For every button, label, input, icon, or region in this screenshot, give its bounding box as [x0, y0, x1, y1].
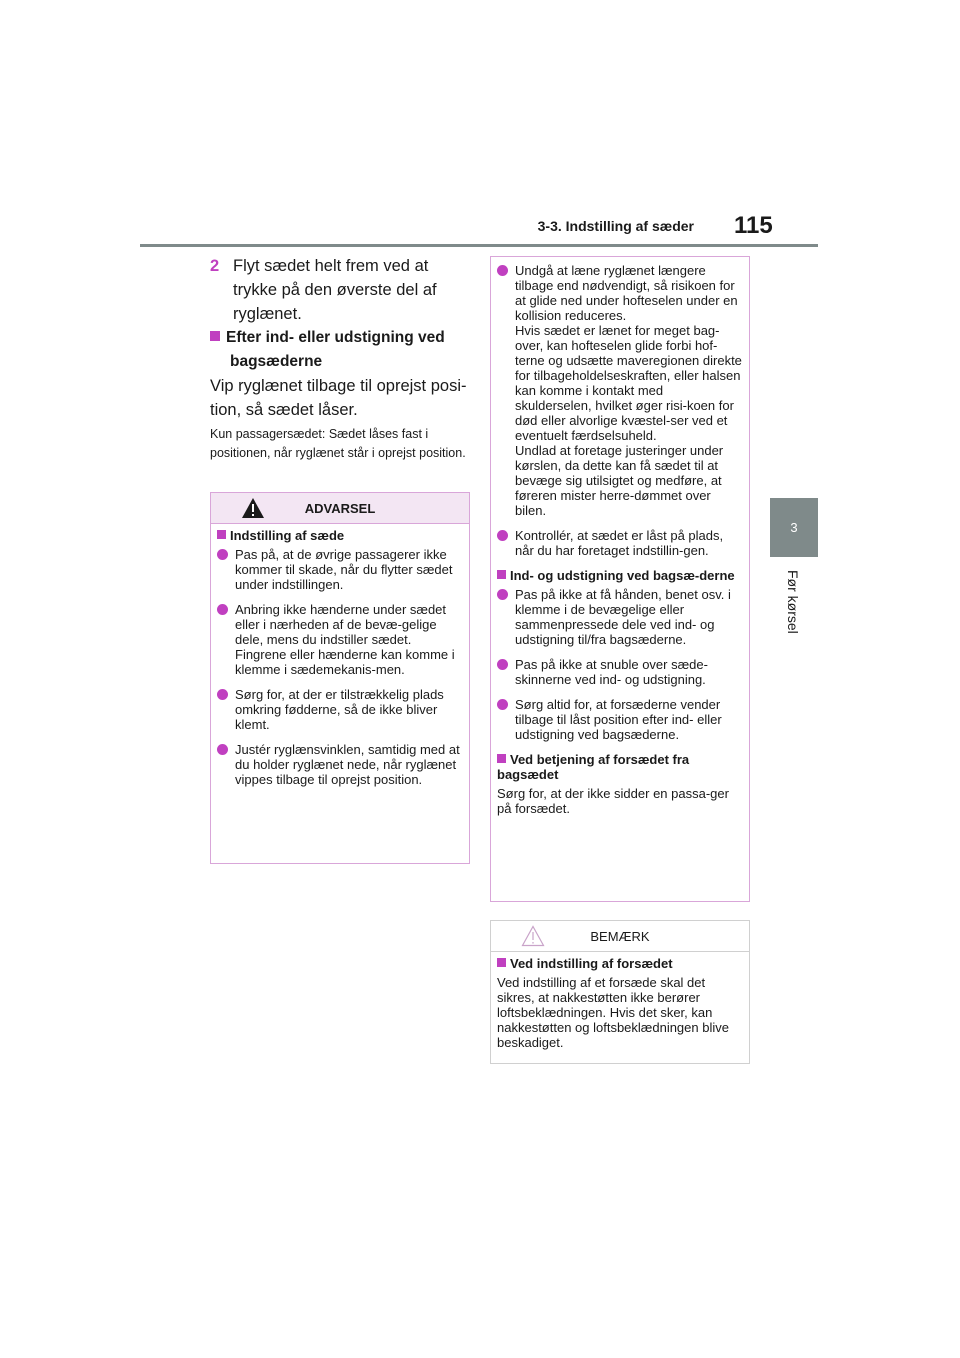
section-heading-line2: bagsæderne — [230, 353, 323, 370]
warning-item — [217, 602, 463, 677]
warning-continued-box — [490, 256, 750, 902]
warning-box — [210, 492, 470, 864]
warning-subheading — [497, 752, 743, 782]
warning-item — [497, 263, 743, 518]
square-bullet-icon — [497, 958, 506, 967]
bullet-dot-icon — [497, 589, 508, 600]
note-subheading — [497, 956, 743, 971]
chapter-number: 3 — [790, 520, 798, 535]
small-note-paragraph: Kun passagersædet: Sædet låses fast i positionen, når ryglænet står i oprejst position. — [210, 427, 466, 460]
bullet-dot-icon — [497, 659, 508, 670]
warning-item — [497, 657, 743, 687]
warning-subheading-text: Ind- og udstigning ved bagsæ-derne — [510, 568, 735, 583]
square-bullet-icon — [497, 754, 506, 763]
warning-item-text: Pas på ikke at snuble over sæde-skinnerne ved ind- og udstigning. — [515, 657, 708, 687]
warning-subheading-text: Indstilling af sæde — [230, 528, 345, 543]
bullet-dot-icon — [497, 265, 508, 276]
page-number: 115 — [734, 212, 773, 239]
warning-item-text: Pas på, at de øvrige passagerer ikke kommer til skade, når du flytter sædet under indstillingen. — [235, 547, 453, 592]
warning-subheading — [497, 568, 743, 583]
note-text: Ved indstilling af et forsæde skal det sikres, at nakkestøtten ikke berører loftsbeklædningen. Hvis det sker, kan nakkestøtten og loftsbeklædningen blive beskadiget. — [497, 975, 729, 1050]
step-text: Flyt sædet helt frem ved at trykke på den øverste del af ryglænet. — [233, 257, 437, 323]
square-bullet-icon — [210, 331, 220, 341]
note-title: BEMÆRK — [590, 928, 650, 944]
section-heading-line1: Efter ind- eller udstigning ved — [226, 329, 445, 346]
step-number: 2 — [210, 257, 220, 275]
warning-triangle-icon — [241, 497, 265, 519]
caution-triangle-icon — [521, 925, 545, 947]
header-rule — [140, 244, 818, 247]
warning-text: Sørg for, at der ikke sidder en passa-ger på forsædet. — [497, 786, 729, 816]
warning-header — [211, 493, 469, 524]
chapter-label — [779, 570, 809, 670]
bullet-dot-icon — [497, 699, 508, 710]
warning-item — [217, 547, 463, 592]
warning-item-text: Kontrollér, at sædet er låst på plads, når du har foretaget indstillin-gen. — [515, 528, 724, 558]
warning-body — [211, 524, 469, 803]
bullet-dot-icon — [497, 530, 508, 541]
note-header — [491, 921, 749, 952]
bullet-dot-icon — [217, 689, 228, 700]
warning-item-text: Justér ryglænsvinklen, samtidig med at du holder ryglænet nede, når ryglænet vippes tilbage til oprejst position. — [235, 742, 460, 787]
body-paragraph: Vip ryglænet tilbage til oprejst posi-tion, så sædet låser. — [210, 377, 467, 419]
warning-item-text: Anbring ikke hænderne under sædet eller i nærheden af de bevæ-gelige dele, mens du indstiller sædet. Fingrene eller hænderne kan komme i klemme i sædemekanis-men. — [235, 602, 455, 677]
warning-title: ADVARSEL — [304, 500, 376, 516]
chapter-label-text: Før kørsel — [785, 570, 801, 634]
warning-item — [497, 528, 743, 558]
bullet-dot-icon — [217, 604, 228, 615]
section-title: 3-3. Indstilling af sæder — [537, 218, 694, 234]
warning-item-text: Undgå at læne ryglænet længere tilbage end nødvendigt, så risikoen for at glide ned under hofteselen under en kollision reduceres. Hvis sædet er lænet for meget bag-over, kan hofteselen glide forbi hof-terne og udsætte maveregionen direkte for tilbageholdelseskraften, eller halsen kan komme i kontakt med skulderselen, hvilket øger risi-koen for død eller alvorlige kvæstel-ser ved et eventuelt færdselsuheld. Undlad at foretage justeringer under kørslen, da dette kan få sædet til at bevæge sig utilsigtet og medføre, at føreren mister herre-dømmet over bilen. — [515, 263, 742, 518]
warning-subheading — [217, 528, 463, 543]
chapter-tab — [770, 498, 818, 557]
bullet-dot-icon — [217, 549, 228, 560]
warning-item — [217, 687, 463, 732]
warning-item-text: Pas på ikke at få hånden, benet osv. i klemme i de bevægelige eller sammenpressede dele ved ind- og udstigning til/fra bagsæderne. — [515, 587, 731, 647]
step-2 — [210, 254, 470, 326]
note-subheading-text: Ved indstilling af forsædet — [510, 956, 673, 971]
note-body — [491, 952, 749, 1056]
bullet-dot-icon — [217, 744, 228, 755]
section-heading — [210, 326, 472, 374]
warning-item — [497, 697, 743, 742]
warning-item-text: Sørg for, at der er tilstrækkelig plads omkring fødderne, så de ikke bliver klemt. — [235, 687, 444, 732]
warning-item — [217, 742, 463, 787]
square-bullet-icon — [217, 530, 226, 539]
note-box — [490, 920, 750, 1064]
square-bullet-icon — [497, 570, 506, 579]
warning-item-text: Sørg altid for, at forsæderne vender tilbage til låst position efter ind- eller udstigning ved bagsæderne. — [515, 697, 722, 742]
warning-subheading-text: Ved betjening af forsædet fra bagsædet — [497, 752, 690, 782]
warning-item — [497, 587, 743, 647]
warning-continued-body — [491, 257, 749, 822]
